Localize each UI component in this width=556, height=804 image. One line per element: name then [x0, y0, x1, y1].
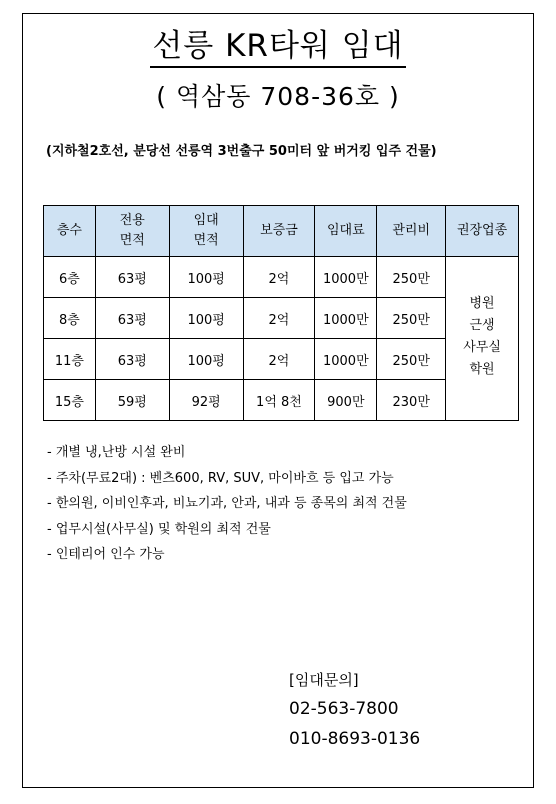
cell-rent: 1000만: [315, 257, 377, 298]
header-exclusive-area: 전용 면적: [95, 206, 169, 257]
cell-floor: 15층: [44, 380, 96, 421]
page-title-text: 선릉 KR타워 임대: [150, 28, 405, 68]
table-header-row: [44, 206, 519, 257]
cell-lease-area: 100평: [169, 298, 243, 339]
cell-lease-area: 92평: [169, 380, 243, 421]
feature-notes-list: [47, 440, 407, 568]
page-subtitle: ( 역삼동 708-36호 ): [156, 82, 400, 111]
cell-floor: 8층: [44, 298, 96, 339]
phone-mobile: 010-8693-0136: [289, 729, 421, 749]
list-item: - 업무시설(사무실) 및 학원의 최적 건물: [47, 521, 271, 537]
cell-exclusive-area: 63평: [95, 339, 169, 380]
rental-table: [43, 205, 519, 421]
cell-rent: 1000만: [315, 298, 377, 339]
header-lease-area: 임대 면적: [169, 206, 243, 257]
cell-exclusive-area: 63평: [95, 298, 169, 339]
header-maintenance-fee: 관리비: [377, 206, 446, 257]
cell-recommended-business: 병원 근생 사무실 학원: [446, 257, 519, 421]
phone-office: 02-563-7800: [289, 699, 399, 719]
cell-floor: 11층: [44, 339, 96, 380]
cell-rent: 1000만: [315, 339, 377, 380]
cell-deposit: 2억: [243, 298, 315, 339]
cell-maintenance-fee: 250만: [377, 257, 446, 298]
cell-lease-area: 100평: [169, 339, 243, 380]
contact-label: [임대문의]: [289, 671, 359, 689]
list-item: - 개별 냉,난방 시설 완비: [47, 445, 186, 460]
header-recommended-business: 권장업종: [446, 206, 519, 257]
cell-maintenance-fee: 230만: [377, 380, 446, 421]
cell-maintenance-fee: 250만: [377, 339, 446, 380]
cell-exclusive-area: 63평: [95, 257, 169, 298]
list-item: - 한의원, 이비인후과, 비뇨기과, 안과, 내과 등 종목의 최적 건물: [47, 496, 407, 511]
list-item: - 주차(무료2대) : 벤츠600, RV, SUV, 마이바흐 등 입고 가능: [47, 470, 394, 486]
cell-floor: 6층: [44, 257, 96, 298]
cell-exclusive-area: 59평: [95, 380, 169, 421]
cell-lease-area: 100평: [169, 257, 243, 298]
table-row: [44, 257, 519, 298]
page-title: [0, 28, 556, 64]
cell-deposit: 1억 8천: [243, 380, 315, 421]
subway-location-note: (지하철2호선, 분당선 선릉역 3번출구 50미터 앞 버거킹 입주 건물): [46, 144, 437, 159]
contact-block: [289, 666, 420, 754]
header-deposit: 보증금: [243, 206, 315, 257]
header-rent: 임대료: [315, 206, 377, 257]
header-floor: 층수: [44, 206, 96, 257]
cell-deposit: 2억: [243, 339, 315, 380]
cell-maintenance-fee: 250만: [377, 298, 446, 339]
cell-rent: 900만: [315, 380, 377, 421]
cell-deposit: 2억: [243, 257, 315, 298]
list-item: - 인테리어 인수 가능: [47, 547, 165, 562]
